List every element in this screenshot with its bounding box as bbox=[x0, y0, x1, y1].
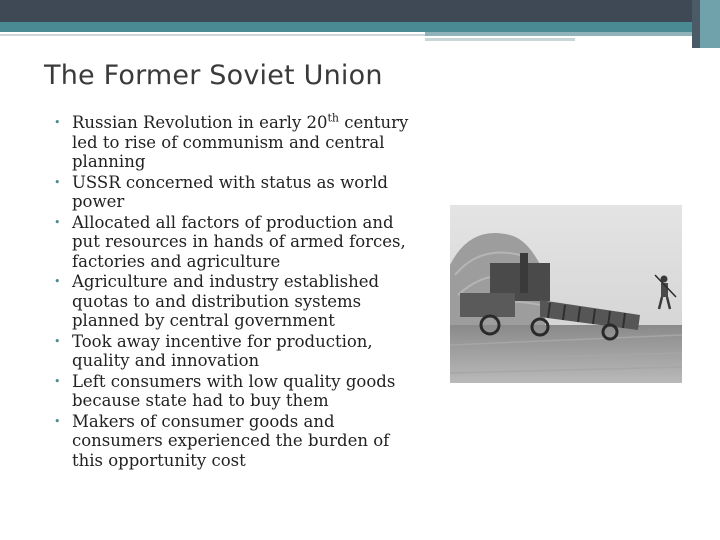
bullet-icon: • bbox=[54, 275, 61, 288]
farm-threshing-photo bbox=[450, 205, 682, 383]
bullet-text: Left consumers with low quality goods because state had to buy them bbox=[72, 371, 396, 410]
bullet-icon: • bbox=[54, 116, 61, 129]
bullet-list bbox=[48, 113, 418, 471]
bullet-icon: • bbox=[54, 374, 61, 388]
bullet-text: Agriculture and industry established quotas to and distribution systems planned by central government bbox=[72, 272, 380, 330]
bullet-superscript: th bbox=[327, 111, 340, 125]
header-band-teal bbox=[0, 22, 692, 32]
bullet-text: Russian Revolution in early 20 bbox=[72, 113, 328, 132]
bullet-icon: • bbox=[54, 175, 61, 189]
bullet-item bbox=[48, 272, 418, 331]
photo-machine-chute bbox=[520, 253, 528, 293]
header-band-dark bbox=[0, 0, 692, 22]
photo-machine-cab bbox=[460, 293, 515, 317]
bullet-text: Makers of consumer goods and consumers experienced the burden of this opportunity cost bbox=[72, 411, 390, 470]
bullet-item bbox=[48, 173, 418, 212]
bullet-item bbox=[48, 412, 418, 471]
bullet-text: USSR concerned with status as world power bbox=[72, 172, 388, 211]
bullet-icon: • bbox=[54, 215, 61, 229]
bullet-item bbox=[48, 332, 418, 371]
bullet-item bbox=[48, 213, 418, 272]
header-tab-accent-2 bbox=[425, 38, 575, 41]
header-decoration bbox=[0, 0, 720, 48]
bullet-text: Allocated all factors of production and put resources in hands of armed forces, factories and agriculture bbox=[72, 212, 406, 271]
bullet-icon: • bbox=[54, 414, 61, 428]
bullet-item bbox=[48, 372, 418, 411]
bullet-text-cont: century led to rise of communism and central planning bbox=[72, 113, 409, 171]
header-tab-accent bbox=[425, 32, 692, 36]
bullet-item bbox=[48, 113, 418, 172]
bullet-icon: • bbox=[54, 334, 61, 348]
bullet-text: Took away incentive for production, quality and innovation bbox=[72, 331, 373, 370]
header-right-cap-2 bbox=[700, 0, 720, 48]
slide-title: The Former Soviet Union bbox=[44, 60, 383, 91]
